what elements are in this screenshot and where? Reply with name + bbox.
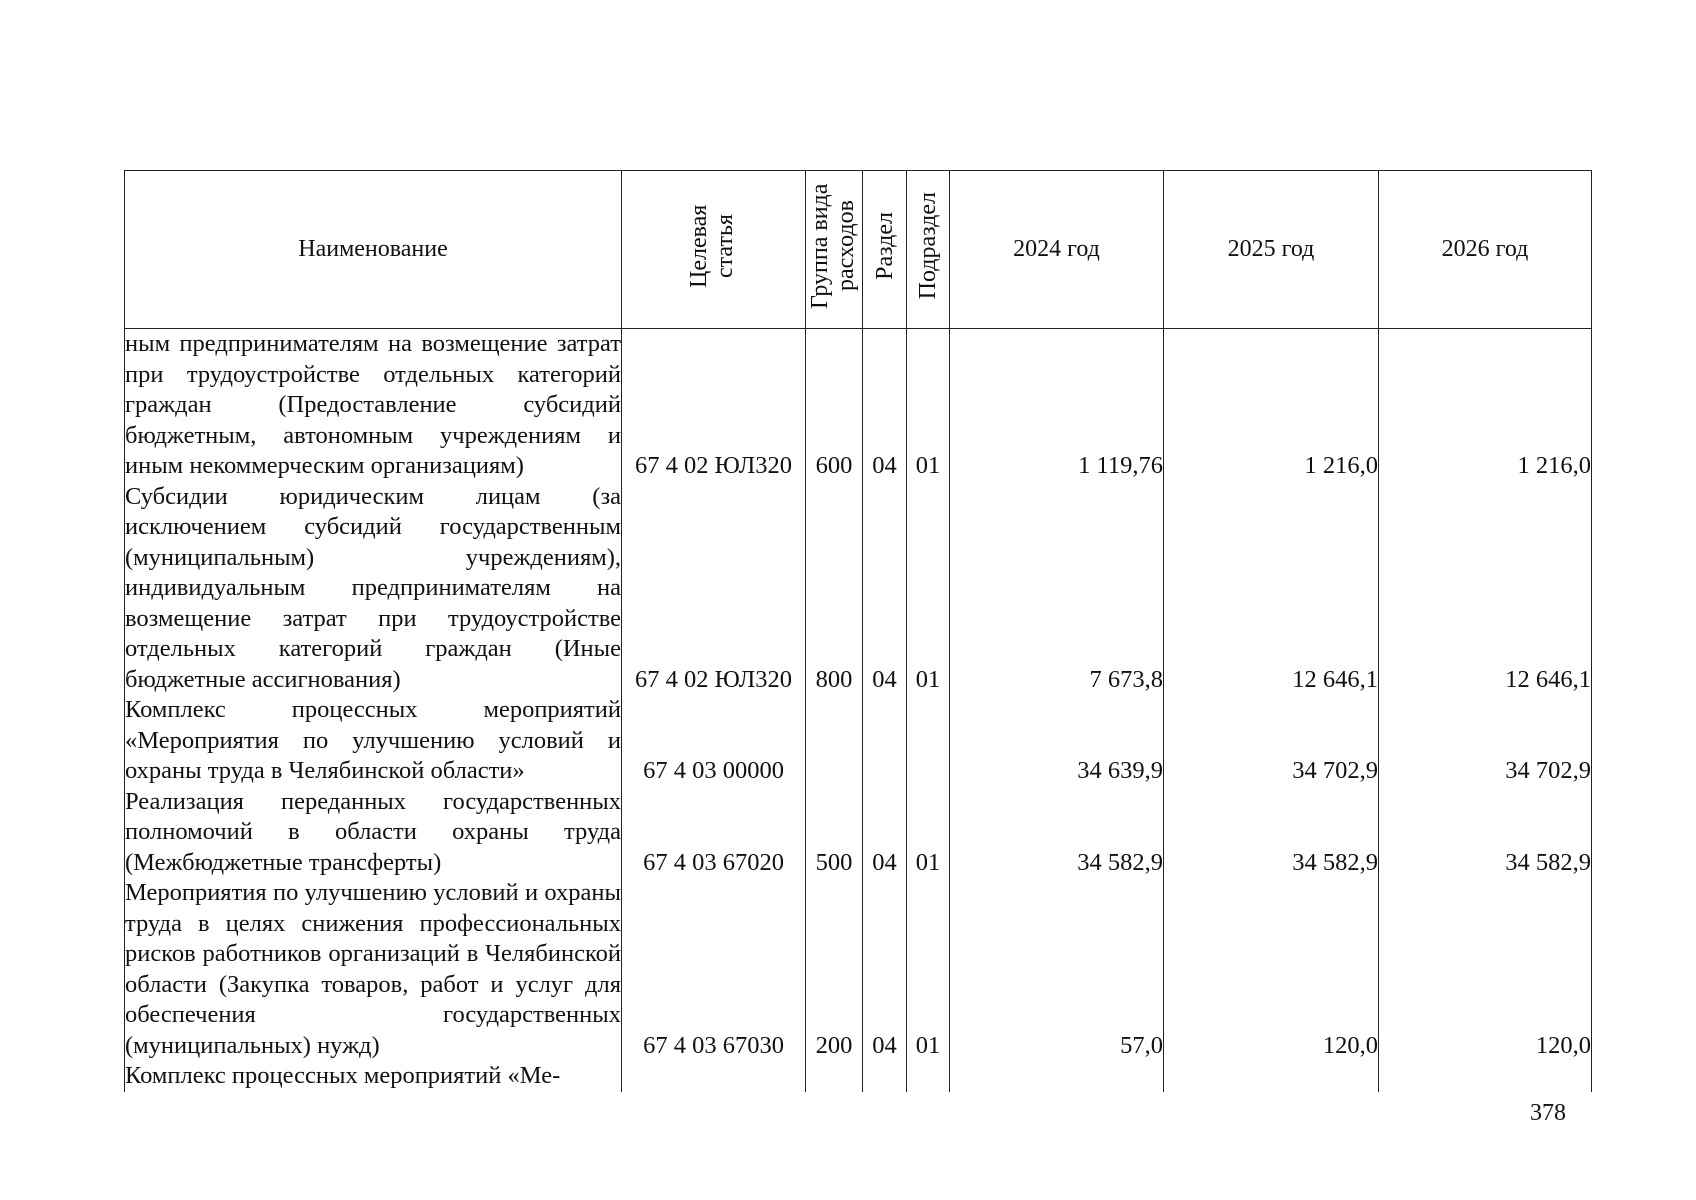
budget-table — [124, 170, 1592, 1092]
row-2024 — [950, 1061, 1164, 1092]
row-name: Комплекс процессных мероприятий «Мероприятия по улучшению условий и охраны труда в Челябинской области» — [125, 695, 622, 787]
row-section — [863, 1061, 907, 1092]
row-2024: 34 582,9 — [950, 787, 1164, 879]
row-2025: 12 646,1 — [1164, 482, 1379, 696]
row-section — [863, 695, 907, 787]
table-row — [125, 878, 1592, 1061]
row-group — [806, 695, 863, 787]
row-target: 67 4 02 ЮЛ320 — [622, 329, 806, 482]
row-name: Комплекс процессных мероприятий «Ме- — [125, 1061, 622, 1092]
row-section: 04 — [863, 878, 907, 1061]
row-group: 500 — [806, 787, 863, 879]
row-subsection: 01 — [907, 787, 950, 879]
row-2024: 34 639,9 — [950, 695, 1164, 787]
table-row — [125, 482, 1592, 696]
page-number: 378 — [1530, 1100, 1566, 1126]
header-name: Наименование — [125, 171, 622, 329]
row-section: 04 — [863, 787, 907, 879]
row-target: 67 4 03 67020 — [622, 787, 806, 879]
row-2025: 120,0 — [1164, 878, 1379, 1061]
row-2024: 7 673,8 — [950, 482, 1164, 696]
row-target — [622, 1061, 806, 1092]
header-subsection: Подраздел — [907, 171, 950, 329]
row-subsection: 01 — [907, 329, 950, 482]
row-2025: 34 582,9 — [1164, 787, 1379, 879]
row-2025 — [1164, 1061, 1379, 1092]
row-group: 600 — [806, 329, 863, 482]
row-group: 800 — [806, 482, 863, 696]
row-subsection: 01 — [907, 878, 950, 1061]
row-subsection — [907, 695, 950, 787]
row-2024: 57,0 — [950, 878, 1164, 1061]
header-2024: 2024 год — [950, 171, 1164, 329]
row-subsection — [907, 1061, 950, 1092]
table-header-row — [125, 171, 1592, 329]
row-name: ным предпринимателям на возмещение затрат при трудоустройстве отдельных категорий граждан (Предоставление субсидий бюджетным, автономным учреждениям и иным некоммерческим организациям) — [125, 329, 622, 482]
row-name: Мероприятия по улучшению условий и охраны труда в целях снижения профессиональных рисков работников организаций в Челябинской области (Закупка товаров, работ и услуг для обеспечения государственных (муниципальных) нужд) — [125, 878, 622, 1061]
row-target: 67 4 03 67030 — [622, 878, 806, 1061]
row-2025: 1 216,0 — [1164, 329, 1379, 482]
table-row — [125, 787, 1592, 879]
row-section: 04 — [863, 482, 907, 696]
header-2025: 2025 год — [1164, 171, 1379, 329]
header-2026: 2026 год — [1379, 171, 1592, 329]
table-row — [125, 695, 1592, 787]
row-2025: 34 702,9 — [1164, 695, 1379, 787]
row-target: 67 4 02 ЮЛ320 — [622, 482, 806, 696]
row-name: Субсидии юридическим лицам (за исключением субсидий государственным (муниципальным) учреждениям), индивидуальным предпринимателям на возмещение затрат при трудоустройстве отдельных категорий граждан (Иные бюджетные ассигнования) — [125, 482, 622, 696]
row-group — [806, 1061, 863, 1092]
header-target: Целевая статья — [622, 171, 806, 329]
row-2026: 12 646,1 — [1379, 482, 1592, 696]
row-target: 67 4 03 00000 — [622, 695, 806, 787]
row-group: 200 — [806, 878, 863, 1061]
row-2026: 120,0 — [1379, 878, 1592, 1061]
row-name: Реализация переданных государственных полномочий в области охраны труда (Межбюджетные трансферты) — [125, 787, 622, 879]
row-2026: 34 582,9 — [1379, 787, 1592, 879]
row-section: 04 — [863, 329, 907, 482]
header-section: Раздел — [863, 171, 907, 329]
header-group: Группа вида расходов — [806, 171, 863, 329]
row-2026: 1 216,0 — [1379, 329, 1592, 482]
row-2024: 1 119,76 — [950, 329, 1164, 482]
table-row — [125, 1061, 1592, 1092]
row-2026 — [1379, 1061, 1592, 1092]
table-row — [125, 329, 1592, 482]
row-2026: 34 702,9 — [1379, 695, 1592, 787]
row-subsection: 01 — [907, 482, 950, 696]
